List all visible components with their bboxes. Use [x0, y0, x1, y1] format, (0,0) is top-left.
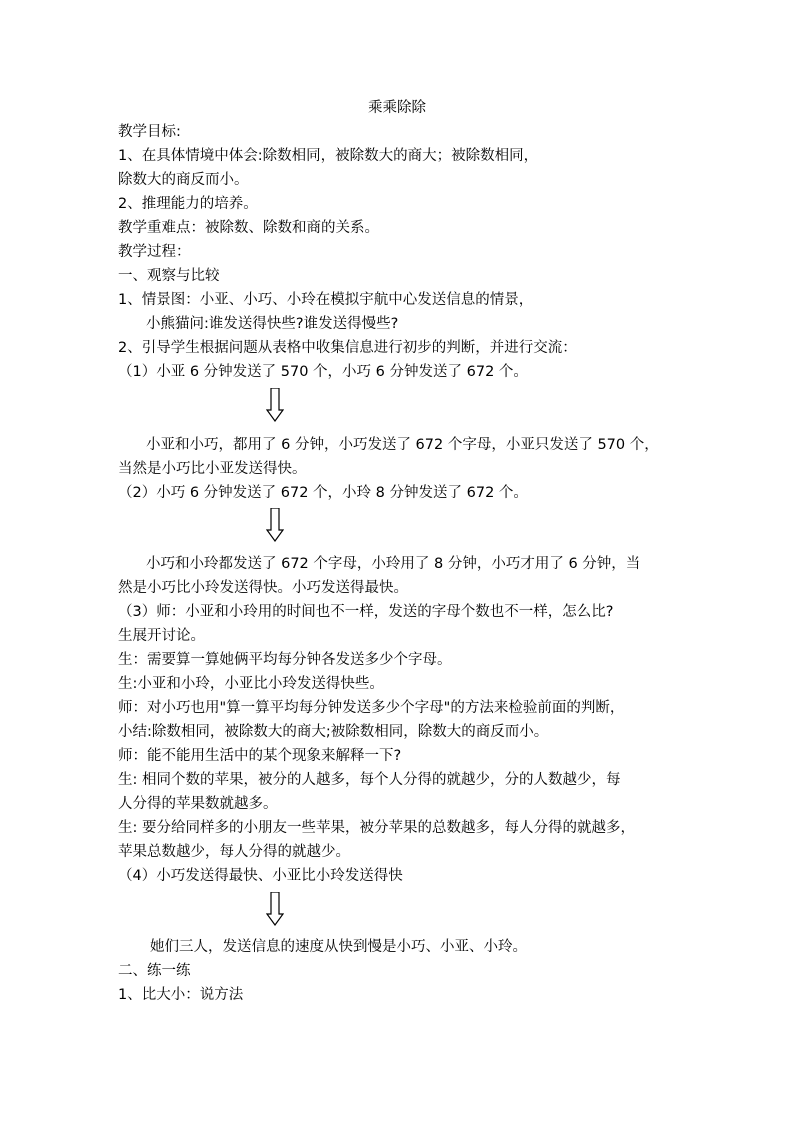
goal-1-line-2: 除数大的商反而小。	[118, 172, 249, 188]
section-1-heading: 一、观察与比较	[118, 268, 220, 284]
down-arrow-icon	[266, 892, 284, 926]
student-example-1-line-2: 人分得的苹果数就越多。	[118, 796, 278, 812]
scene-description: 1、情景图：小亚、小巧、小玲在模拟宇航中心发送信息的情景，	[118, 292, 534, 308]
teacher-verify: 师：对小巧也用"算一算平均每分钟发送多少个字母"的方法来检验前面的判断，	[118, 700, 625, 716]
down-arrow-icon	[266, 508, 284, 542]
guide-students: 2、引导学生根据问题从表格中收集信息进行初步的判断，并进行交流：	[118, 340, 577, 356]
student-answer-1: 生：需要算一算她俩平均每分钟各发送多少个字母。	[118, 652, 452, 668]
case-2: （2）小巧 6 分钟发送了 672 个，小玲 8 分钟发送了 672 个。	[118, 485, 528, 501]
case-2-explanation-line-2: 然是小巧比小玲发送得快。小巧发送得最快。	[118, 580, 408, 596]
exercise-1: 1、比大小：说方法	[118, 987, 244, 1003]
heading-teaching-goals: 教学目标:	[118, 124, 181, 140]
summary: 小结:除数相同，被除数大的商大;被除数相同，除数大的商反而小。	[118, 724, 549, 740]
case-1: （1）小亚 6 分钟发送了 570 个，小巧 6 分钟发送了 672 个。	[118, 364, 528, 380]
case-1-explanation-line-1: 小亚和小巧，都用了 6 分钟，小巧发送了 672 个字母，小亚只发送了 570 个，	[146, 437, 659, 453]
case-1-explanation-line-2: 当然是小巧比小亚发送得快。	[118, 461, 307, 477]
heading-teaching-process: 教学过程：	[118, 244, 191, 260]
case-2-explanation-line-1: 小巧和小玲都发送了 672 个字母，小玲用了 8 分钟，小巧才用了 6 分钟，当	[146, 556, 641, 572]
student-example-2-line-1: 生: 要分给同样多的小朋友一些苹果，被分苹果的总数越多，每人分得的就越多，	[118, 820, 635, 836]
student-example-2-line-2: 苹果总数越少，每人分得的就越少。	[118, 844, 350, 860]
conclusion: 她们三人，发送信息的速度从快到慢是小巧、小亚、小玲。	[150, 939, 527, 955]
key-difficulties: 教学重难点：被除数、除数和商的关系。	[118, 220, 379, 236]
panda-question: 小熊猫问:谁发送得快些?谁发送得慢些?	[146, 316, 399, 332]
student-example-1-line-1: 生: 相同个数的苹果，被分的人越多，每个人分得的就越少，分的人数越少，每	[118, 772, 621, 788]
document-title: 乘乘除除	[368, 100, 426, 116]
down-arrow-icon	[266, 388, 284, 422]
section-2-heading: 二、练一练	[118, 963, 191, 979]
teacher-question: 师：能不能用生活中的某个现象来解释一下?	[118, 748, 402, 764]
students-discuss: 生展开讨论。	[118, 628, 205, 644]
goal-1-line-1: 1、在具体情境中体会:除数相同，被除数大的商大；被除数相同，	[118, 148, 539, 164]
student-answer-2: 生:小亚和小玲，小亚比小玲发送得快些。	[118, 676, 384, 692]
case-3: （3）师：小亚和小玲用的时间也不一样，发送的字母个数也不一样，怎么比?	[118, 604, 614, 620]
case-4: （4）小巧发送得最快、小亚比小玲发送得快	[118, 868, 403, 884]
goal-2: 2、推理能力的培养。	[118, 196, 258, 212]
